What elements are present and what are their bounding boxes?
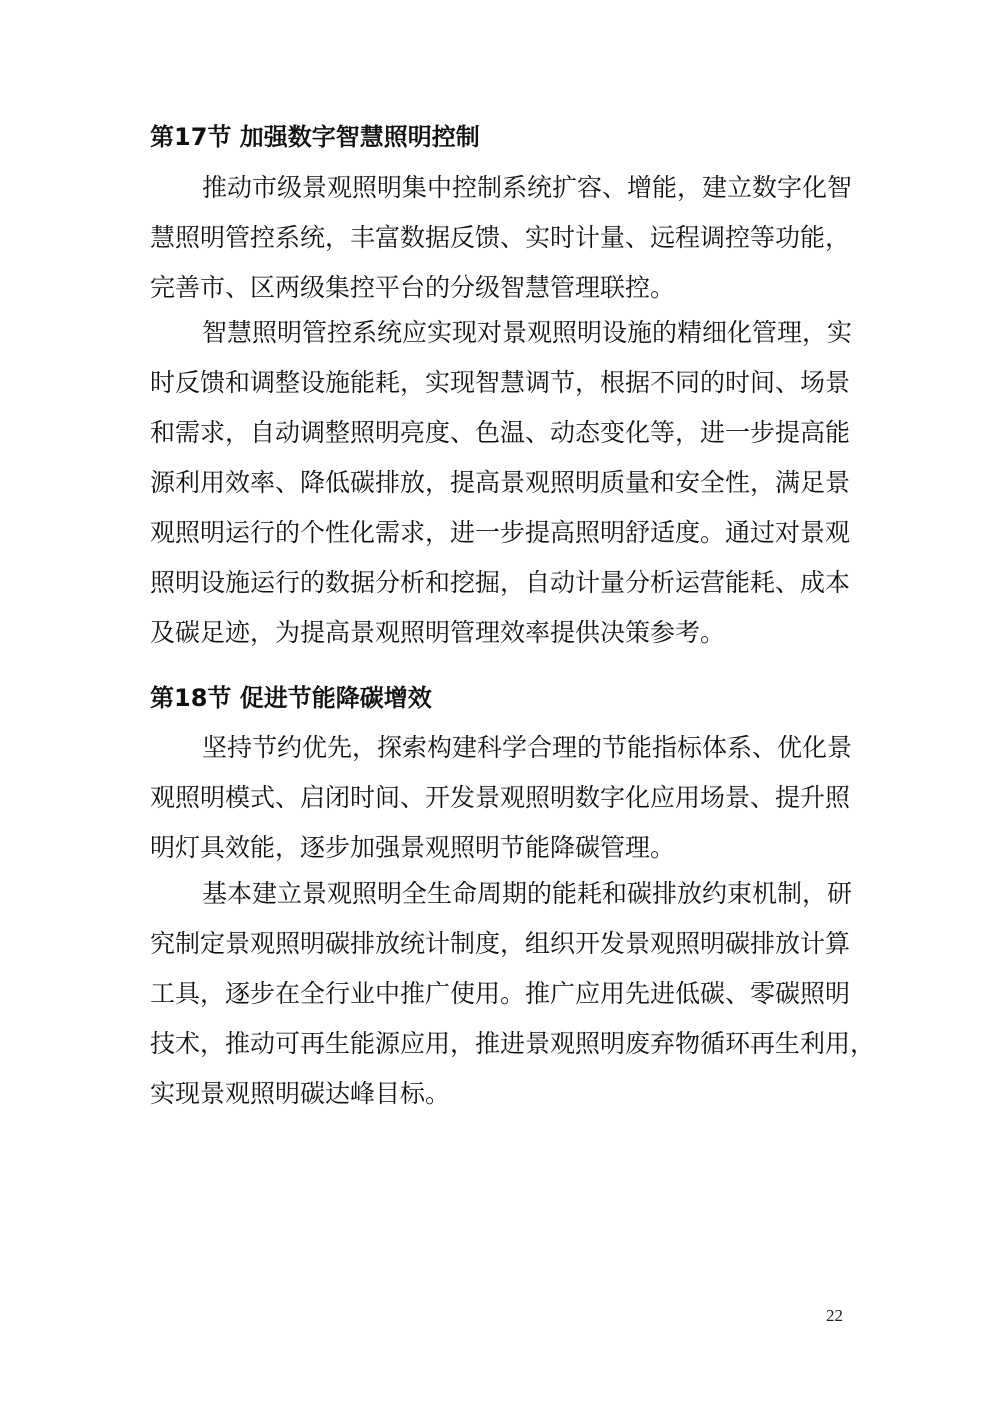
paragraph-line: 实现景观照明碳达峰目标。 [150,1079,451,1108]
paragraph-line: 技术，推动可再生能源应用，推进景观照明废弃物循环再生利用， [150,1029,876,1058]
paragraph-line: 智慧照明管控系统应实现对景观照明设施的精细化管理，实 [202,318,853,347]
paragraph-line: 慧照明管控系统，丰富数据反馈、实时计量、远程调控等功能， [150,223,851,252]
page-number: 22 [826,1306,843,1325]
section-17-paragraph-1 [150,163,853,313]
paragraph-line: 工具，逐步在全行业中推广使用。推广应用先进低碳、零碳照明 [150,979,851,1008]
section-18-paragraph-2 [150,869,876,1119]
paragraph-line: 究制定景观照明碳排放统计制度，组织开发景观照明碳排放计算 [150,929,851,958]
paragraph-line: 照明设施运行的数据分析和挖掘，自动计量分析运营能耗、成本 [150,568,851,597]
section-18-paragraph-1 [150,723,853,873]
paragraph-line: 基本建立景观照明全生命周期的能耗和碳排放约束机制，研 [202,879,853,908]
paragraph-line: 观照明模式、启闭时间、开发景观照明数字化应用场景、提升照 [150,783,851,812]
section-heading-17: 第17节 加强数字智慧照明控制 [150,123,480,151]
paragraph-line: 坚持节约优先，探索构建科学合理的节能指标体系、优化景 [202,733,853,762]
section-17-paragraph-2 [150,308,853,658]
paragraph-line: 源利用效率、降低碳排放，提高景观照明质量和安全性，满足景 [150,468,851,497]
paragraph-line: 及碳足迹，为提高景观照明管理效率提供决策参考。 [150,618,726,647]
paragraph-line: 时反馈和调整设施能耗，实现智慧调节，根据不同的时间、场景 [150,368,851,397]
paragraph-line: 明灯具效能，逐步加强景观照明节能降碳管理。 [150,833,676,862]
paragraph-line: 推动市级景观照明集中控制系统扩容、增能，建立数字化智 [202,173,853,202]
paragraph-line: 和需求，自动调整照明亮度、色温、动态变化等，进一步提高能 [150,418,851,447]
section-heading-18: 第18节 促进节能降碳增效 [150,684,432,712]
paragraph-line: 完善市、区两级集控平台的分级智慧管理联控。 [150,273,676,302]
paragraph-line: 观照明运行的个性化需求，进一步提高照明舒适度。通过对景观 [150,518,851,547]
